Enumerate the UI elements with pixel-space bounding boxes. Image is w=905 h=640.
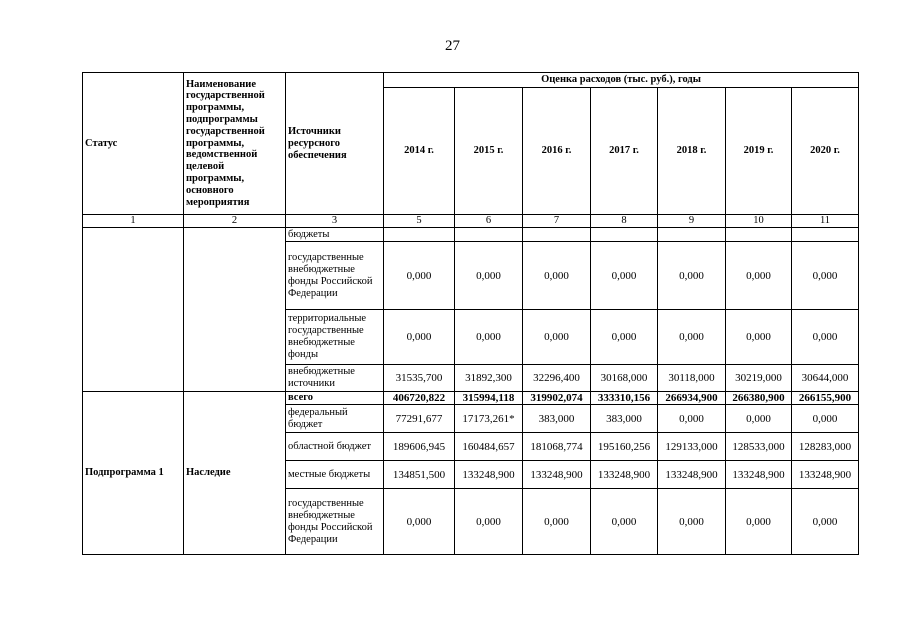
row-source: бюджеты xyxy=(286,228,384,242)
column-number: 9 xyxy=(658,215,726,228)
row-value: 0,000 xyxy=(792,405,859,433)
column-number: 11 xyxy=(792,215,859,228)
header-year: 2014 г. xyxy=(384,88,455,215)
row-value: 0,000 xyxy=(658,310,726,365)
header-year: 2016 г. xyxy=(523,88,591,215)
row-value: 128533,000 xyxy=(726,433,792,461)
column-number: 1 xyxy=(83,215,184,228)
row-name: Наследие xyxy=(184,392,286,555)
row-value: 128283,000 xyxy=(792,433,859,461)
row-source: государственные внебюджетные фонды Российской Федерации xyxy=(286,489,384,555)
row-name xyxy=(184,228,286,392)
header-year: 2017 г. xyxy=(591,88,658,215)
header-year: 2015 г. xyxy=(455,88,523,215)
row-value: 0,000 xyxy=(658,489,726,555)
row-value: 383,000 xyxy=(523,405,591,433)
row-value xyxy=(455,228,523,242)
row-value: 31892,300 xyxy=(455,365,523,392)
row-value: 17173,261* xyxy=(455,405,523,433)
header-status: Статус xyxy=(83,73,184,215)
row-value: 0,000 xyxy=(591,489,658,555)
row-value: 0,000 xyxy=(523,489,591,555)
header-year: 2019 г. xyxy=(726,88,792,215)
row-value: 160484,657 xyxy=(455,433,523,461)
column-number: 7 xyxy=(523,215,591,228)
row-value: 0,000 xyxy=(658,405,726,433)
row-value: 0,000 xyxy=(384,242,455,310)
page-number: 27 xyxy=(445,38,460,54)
row-value: 0,000 xyxy=(455,242,523,310)
row-value: 0,000 xyxy=(792,242,859,310)
row-value: 134851,500 xyxy=(384,461,455,489)
row-value: 133248,900 xyxy=(455,461,523,489)
row-value: 129133,000 xyxy=(658,433,726,461)
header-estimate: Оценка расходов (тыс. руб.), годы xyxy=(384,73,859,88)
row-status: Подпрограмма 1 xyxy=(83,392,184,555)
row-value: 189606,945 xyxy=(384,433,455,461)
row-value: 0,000 xyxy=(455,489,523,555)
row-value: 77291,677 xyxy=(384,405,455,433)
row-value: 133248,900 xyxy=(591,461,658,489)
column-number: 10 xyxy=(726,215,792,228)
row-value: 266155,900 xyxy=(792,392,859,405)
row-value: 0,000 xyxy=(726,405,792,433)
row-value: 315994,118 xyxy=(455,392,523,405)
row-source: государственные внебюджетные фонды Российской Федерации xyxy=(286,242,384,310)
row-value: 133248,900 xyxy=(726,461,792,489)
row-source: внебюджетные источники xyxy=(286,365,384,392)
row-value: 30219,000 xyxy=(726,365,792,392)
row-value: 195160,256 xyxy=(591,433,658,461)
row-value: 0,000 xyxy=(658,242,726,310)
row-value: 181068,774 xyxy=(523,433,591,461)
row-value: 133248,900 xyxy=(792,461,859,489)
row-value: 0,000 xyxy=(726,310,792,365)
row-value: 0,000 xyxy=(455,310,523,365)
column-numbers-row xyxy=(83,215,859,228)
row-value: 0,000 xyxy=(523,310,591,365)
table-row-total xyxy=(83,392,859,405)
row-value: 383,000 xyxy=(591,405,658,433)
row-value: 319902,074 xyxy=(523,392,591,405)
row-value: 30168,000 xyxy=(591,365,658,392)
column-number: 2 xyxy=(184,215,286,228)
column-number: 8 xyxy=(591,215,658,228)
row-value xyxy=(384,228,455,242)
row-value: 0,000 xyxy=(384,310,455,365)
row-value: 333310,156 xyxy=(591,392,658,405)
header-name: Наименование государственной программы, подпрограммы государственной программы, ведомственной целевой программы, основного мероприятия xyxy=(184,73,286,215)
row-value: 0,000 xyxy=(792,310,859,365)
row-value: 0,000 xyxy=(523,242,591,310)
row-value: 133248,900 xyxy=(658,461,726,489)
budget-table xyxy=(82,72,859,555)
row-source: федеральный бюджет xyxy=(286,405,384,433)
row-source: территориальные государственные внебюджетные фонды xyxy=(286,310,384,365)
row-source: областной бюджет xyxy=(286,433,384,461)
row-source: всего xyxy=(286,392,384,405)
row-value xyxy=(523,228,591,242)
row-value: 0,000 xyxy=(384,489,455,555)
column-number: 3 xyxy=(286,215,384,228)
row-value: 0,000 xyxy=(591,242,658,310)
row-value: 32296,400 xyxy=(523,365,591,392)
header-year: 2018 г. xyxy=(658,88,726,215)
row-value xyxy=(726,228,792,242)
row-value: 133248,900 xyxy=(523,461,591,489)
row-value xyxy=(591,228,658,242)
header-source: Источники ресурсного обеспечения xyxy=(286,73,384,215)
row-value: 0,000 xyxy=(792,489,859,555)
row-value: 0,000 xyxy=(726,242,792,310)
table-row xyxy=(83,228,859,242)
row-value: 30644,000 xyxy=(792,365,859,392)
row-value: 266934,900 xyxy=(658,392,726,405)
row-source: местные бюджеты xyxy=(286,461,384,489)
row-status xyxy=(83,228,184,392)
column-number: 5 xyxy=(384,215,455,228)
row-value: 31535,700 xyxy=(384,365,455,392)
row-value: 0,000 xyxy=(591,310,658,365)
header-year: 2020 г. xyxy=(792,88,859,215)
row-value xyxy=(792,228,859,242)
row-value: 406720,822 xyxy=(384,392,455,405)
column-number: 6 xyxy=(455,215,523,228)
row-value: 266380,900 xyxy=(726,392,792,405)
row-value: 0,000 xyxy=(726,489,792,555)
row-value: 30118,000 xyxy=(658,365,726,392)
row-value xyxy=(658,228,726,242)
